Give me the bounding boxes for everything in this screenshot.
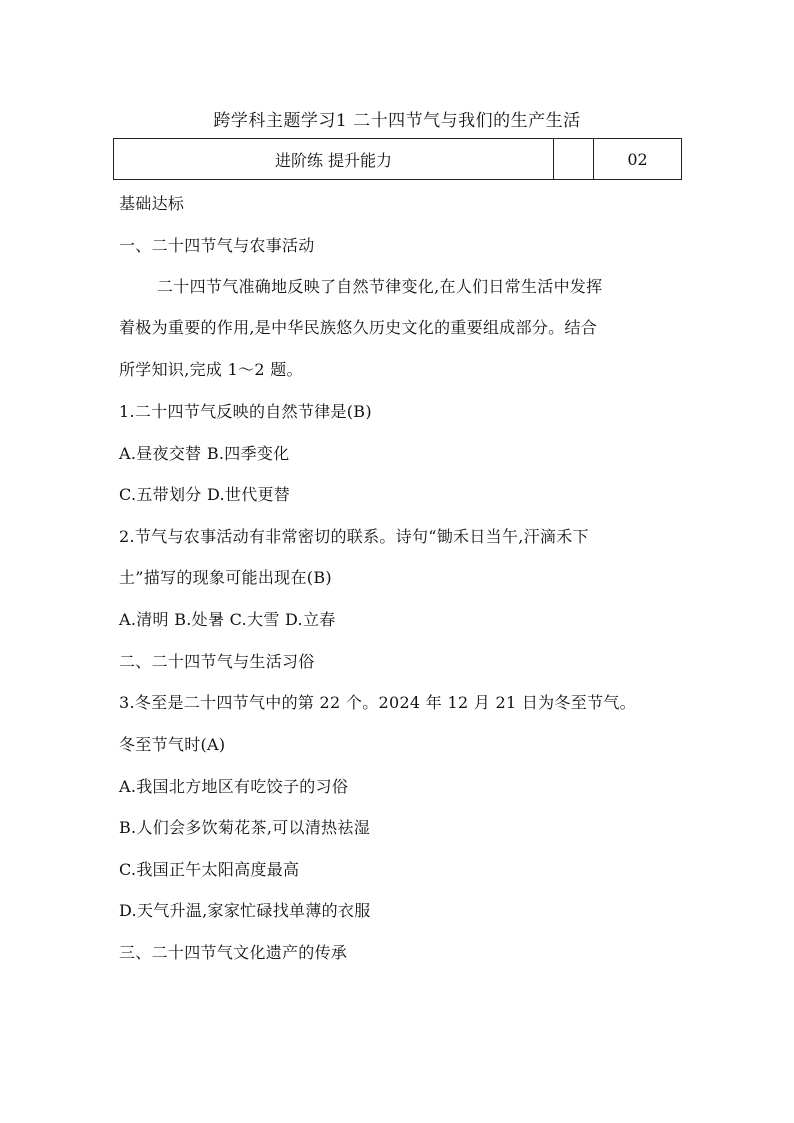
question-2-line-1: 2.节气与农事活动有非常密切的联系。诗句“锄禾日当午,汗滴禾下 xyxy=(119,527,589,546)
question-3-option-c: C.我国正午太阳高度最高 xyxy=(119,860,300,879)
intro-paragraph-line-1: 二十四节气准确地反映了自然节律变化,在人们日常生活中发挥 xyxy=(157,277,603,296)
question-3-line-1: 3.冬至是二十四节气中的第 22 个。2024 年 12 月 21 日为冬至节气。 xyxy=(119,693,636,712)
question-2-line-2: 土”描写的现象可能出现在(B) xyxy=(119,568,332,587)
question-1: 1.二十四节气反映的自然节律是(B) xyxy=(119,402,372,421)
section-heading-1: 一、二十四节气与农事活动 xyxy=(119,236,315,255)
section-header-table xyxy=(113,138,682,180)
section-heading-2: 二、二十四节气与生活习俗 xyxy=(119,652,315,671)
section-header-label: 进阶练 提升能力 xyxy=(114,139,554,180)
section-heading-3: 三、二十四节气文化遗产的传承 xyxy=(119,943,348,962)
question-3-line-2: 冬至节气时(A) xyxy=(119,735,226,754)
section-header-number: 02 xyxy=(594,139,682,180)
question-2-options: A.清明 B.处暑 C.大雪 D.立春 xyxy=(119,610,336,629)
document-title: 跨学科主题学习1 二十四节气与我们的生产生活 xyxy=(213,111,581,131)
intro-paragraph-line-2: 着极为重要的作用,是中华民族悠久历史文化的重要组成部分。结合 xyxy=(119,318,598,337)
section-header-blank xyxy=(554,139,594,180)
intro-paragraph-line-3: 所学知识,完成 1～2 题。 xyxy=(119,360,303,379)
question-1-options-ab: A.昼夜交替 B.四季变化 xyxy=(119,444,290,463)
question-1-options-cd: C.五带划分 D.世代更替 xyxy=(119,485,291,504)
question-3-option-b: B.人们会多饮菊花茶,可以清热祛湿 xyxy=(119,818,371,837)
question-3-option-a: A.我国北方地区有吃饺子的习俗 xyxy=(119,777,349,796)
question-3-option-d: D.天气升温,家家忙碌找单薄的衣服 xyxy=(119,901,371,920)
heading-basic: 基础达标 xyxy=(119,194,185,213)
